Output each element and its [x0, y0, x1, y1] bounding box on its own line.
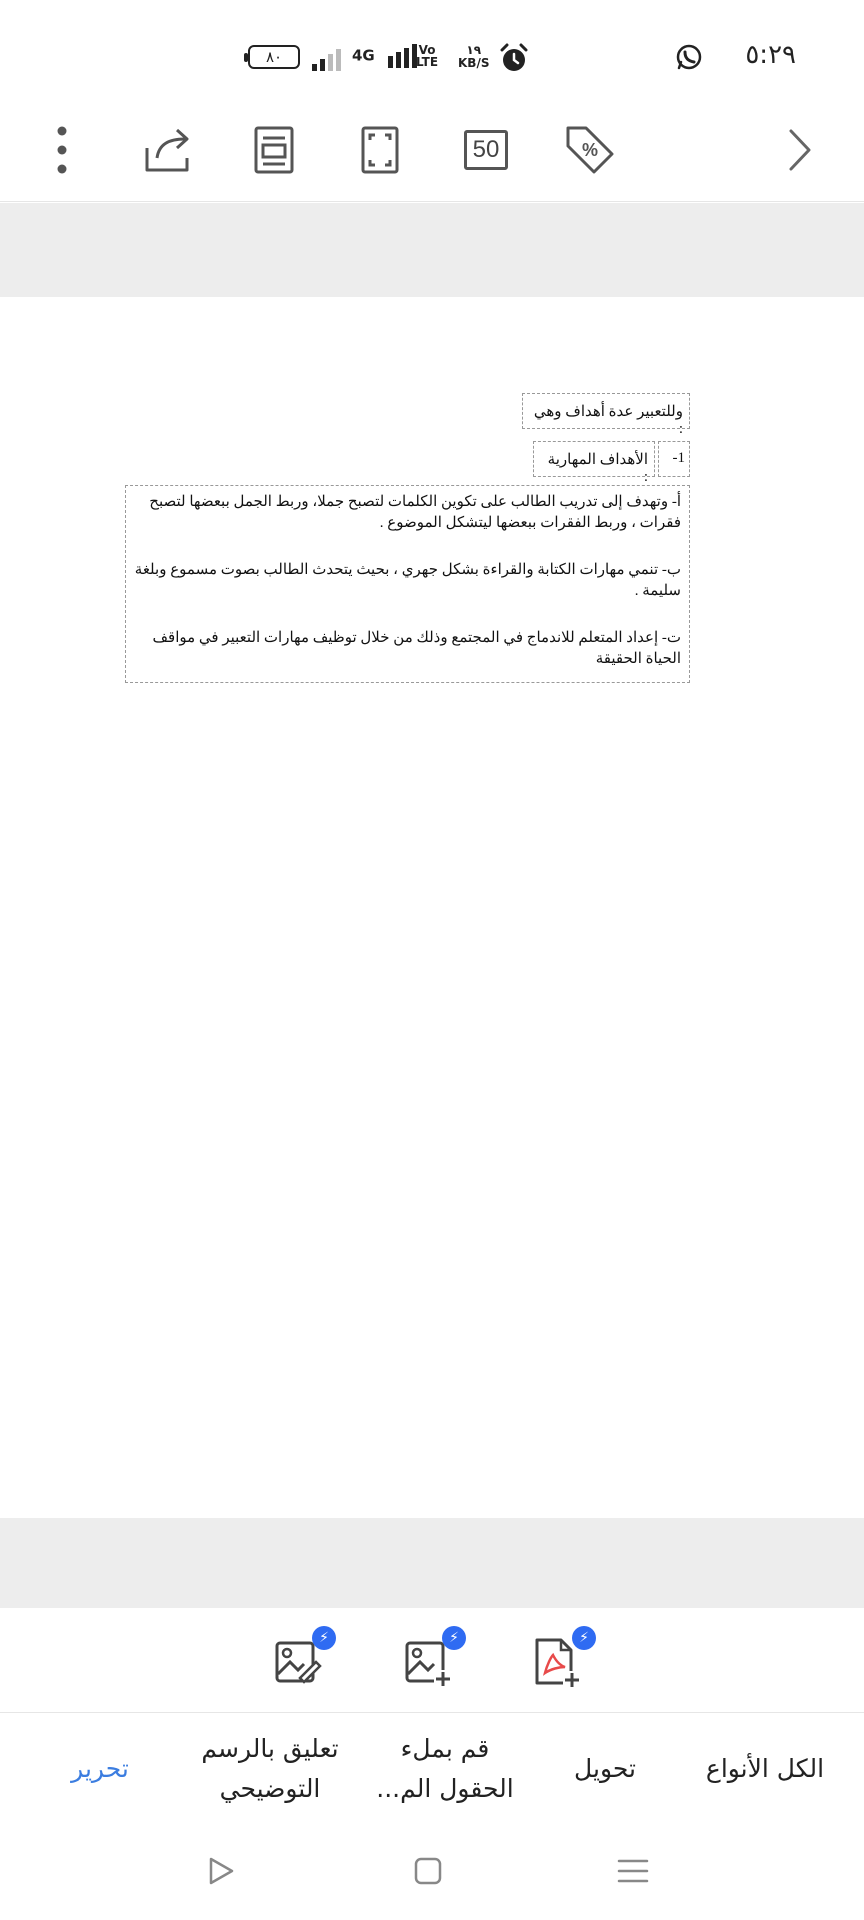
- share-icon: [143, 126, 193, 174]
- tab-edit[interactable]: تحرير: [71, 1754, 129, 1783]
- fit-screen-icon: [361, 126, 399, 174]
- page-layout-button[interactable]: [244, 120, 304, 180]
- document-page[interactable]: [0, 297, 864, 1518]
- discount-tag-button[interactable]: [560, 120, 620, 180]
- zoom-level: 50: [464, 130, 508, 170]
- more-vertical-icon: [56, 125, 68, 175]
- quick-tools-bar: [0, 1608, 864, 1712]
- bottom-tab-bar: [0, 1712, 864, 1824]
- network-label: 4G: [352, 46, 375, 65]
- network-type: [352, 42, 426, 70]
- page-gap-bottom: [0, 1518, 864, 1608]
- percent-tag-icon: [564, 124, 616, 176]
- volte-top: Vo: [418, 43, 436, 57]
- bolt-badge-icon: ⚡: [572, 1626, 596, 1650]
- speed-unit: KB/S: [458, 56, 490, 70]
- objective-item: ت- إعداد المتعلم للاندماج في المجتمع وذلك من خلال توظيف مهارات التعبير في مواقف الحياة الحقيقة: [152, 630, 681, 667]
- status-bar: [0, 0, 864, 100]
- share-button[interactable]: [138, 120, 198, 180]
- menu-lines-icon: [617, 1856, 649, 1886]
- chevron-right-icon: [786, 127, 814, 173]
- home-button[interactable]: [403, 1846, 453, 1896]
- tab-all-types[interactable]: الكل الأنواع: [705, 1754, 825, 1783]
- clock-time: ٥:٢٩: [745, 40, 796, 70]
- bolt-badge-icon: ⚡: [312, 1626, 336, 1650]
- system-nav-bar: [0, 1824, 864, 1920]
- page-layout-icon: [254, 126, 294, 174]
- tab-draw-annotation[interactable]: تعليق بالرسم التوضيحي: [201, 1734, 339, 1803]
- page-gap-top: [0, 203, 864, 297]
- tab-fill-fields[interactable]: قم بملء الحقول الم...: [376, 1734, 514, 1803]
- text-box-objectives[interactable]: [125, 485, 690, 683]
- volte-indicator: [416, 44, 438, 68]
- square-icon: [413, 1856, 443, 1886]
- more-options-button[interactable]: [32, 120, 92, 180]
- battery-indicator: ٨٠: [248, 45, 300, 69]
- signal-strength-icon: [310, 46, 344, 78]
- recent-apps-button[interactable]: [608, 1846, 658, 1896]
- objective-item: أ- وتهدف إلى تدريب الطالب على تكوين الكلمات لتصبح جملا، وربط الجمل ببعضها لتصبح فقرات ، وربط الفقرات ببعضها ليتشكل الموضوع .: [149, 494, 681, 531]
- annotate-image-button[interactable]: [268, 1632, 330, 1694]
- text-box-number[interactable]: 1-: [658, 441, 690, 477]
- pdf-add-button[interactable]: [528, 1632, 590, 1694]
- add-image-button[interactable]: [398, 1632, 460, 1694]
- network-speed: [458, 44, 489, 70]
- objective-item: ب- تنمي مهارات الكتابة والقراءة بشكل جهري ، بحيث يتحدث الطالب بصوت مسموع وبلغة سليمة .: [134, 562, 681, 599]
- volte-bottom: LTE: [416, 55, 439, 69]
- speed-value: ١٩: [466, 43, 482, 57]
- tab-convert[interactable]: تحويل: [574, 1754, 636, 1783]
- text-box-intro[interactable]: وللتعبير عدة أهداف وهي :: [522, 393, 690, 429]
- back-button[interactable]: [196, 1846, 246, 1896]
- next-button[interactable]: [770, 120, 830, 180]
- fit-screen-button[interactable]: [350, 120, 410, 180]
- bolt-badge-icon: ⚡: [442, 1626, 466, 1650]
- whatsapp-icon: [674, 42, 704, 72]
- svg-text:%: %: [581, 140, 599, 160]
- text-box-heading[interactable]: الأهداف المهارية :: [533, 441, 655, 477]
- alarm-icon: [498, 42, 530, 74]
- play-triangle-icon: [206, 1856, 236, 1886]
- viewer-toolbar: [0, 100, 864, 202]
- zoom-level-button[interactable]: [456, 120, 516, 180]
